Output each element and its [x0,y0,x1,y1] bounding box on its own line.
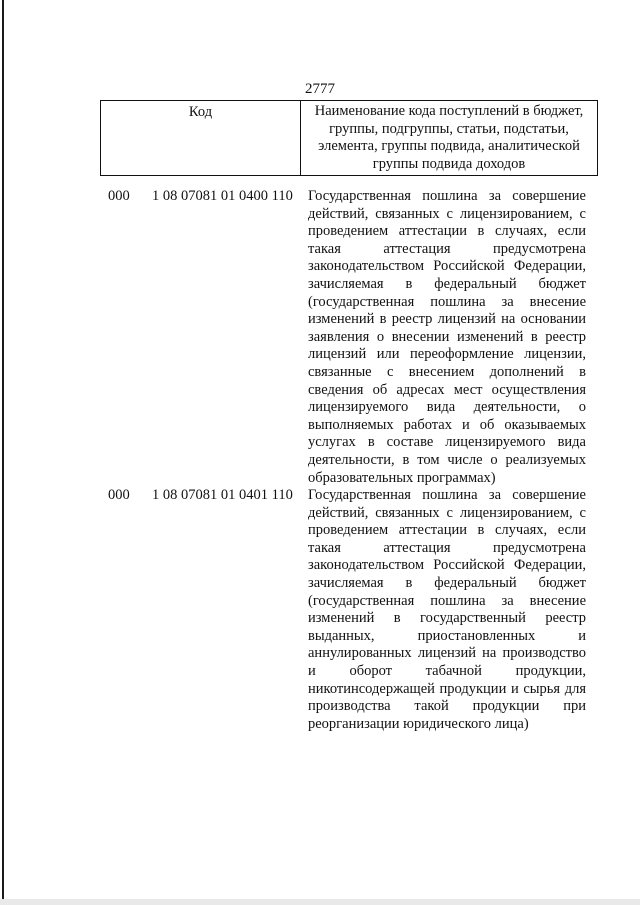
table-row [108,487,588,733]
header-name-column: Наименование кода поступлений в бюджет, группы, подгруппы, статьи, подстатьи, элемента, группы подвида, аналитической группы подвида доходов [314,103,584,172]
income-code: 1 08 07081 01 0401 110 [152,487,293,504]
admin-code: 000 [108,188,130,204]
admin-code: 000 [108,487,130,504]
income-description: Государственная пошлина за совершение действий, связанных с лицензированием, с проведением аттестации в случаях, если такая аттестация предусмотрена законодательством Российской Федерации, зачисляемая в федеральный бюджет (государственная пошлина за внесение изменений в реестр лицензий на основании заявления о внесении изменений в реестр лицензий или переоформление лицензии, связанные с внесением дополнений в сведения об адресах мест осуществления лицензируемого вида деятельности, о выполняемых работах и об оказываемых услугах в составе лицензируемого вида деятельности, в том числе о реализуемых образовательных программах) [308,188,586,486]
page-number: 2777 [305,81,335,97]
header-code-column: Код [101,101,301,175]
table-body [108,188,588,733]
income-description: Государственная пошлина за совершение действий, связанных с лицензированием, с проведением аттестации в случаях, если такая аттестация предусмотрена законодательством Российской Федерации, зачисляемая в федеральный бюджет (государственная пошлина за внесение изменений в государственный реестр выданных, приостановленных и аннулированных лицензий на производство и оборот табачной продукции, никотинсодержащей продукции и сырья для производства такой продукции при реорганизации юридического лица) [308,487,586,732]
table-row [108,188,588,487]
page-bottom-edge [0,899,640,905]
table-header [100,100,598,176]
income-code: 1 08 07081 01 0400 110 [152,188,293,204]
page-left-edge [2,0,4,905]
